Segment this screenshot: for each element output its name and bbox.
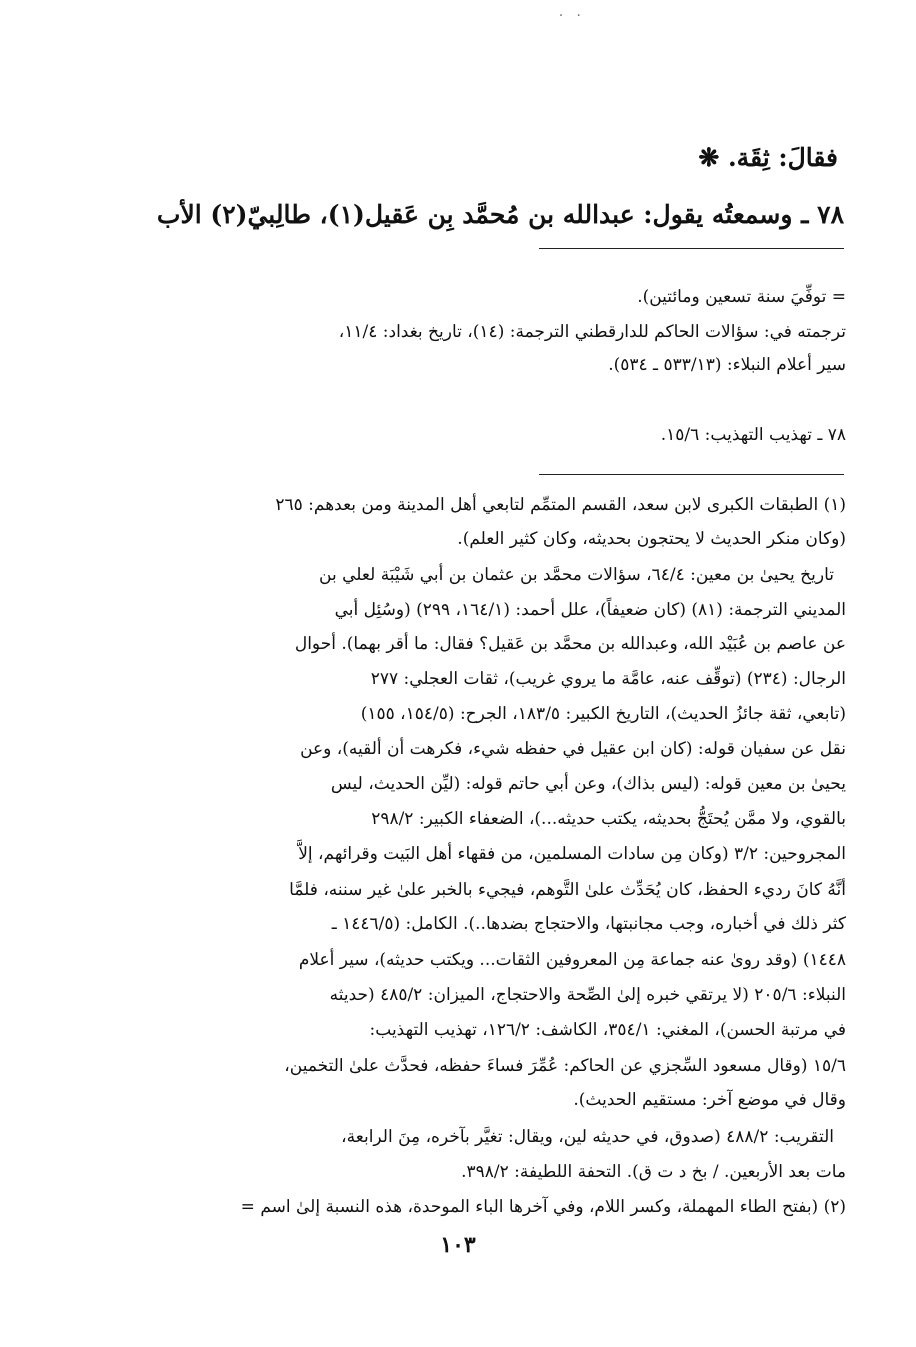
page-number: ١٠٣ [440, 1232, 476, 1258]
footnote-separator [539, 474, 844, 475]
footnote-line: (وكان منكر الحديث لا يحتجون بحديثه، وكان كثير العلم). [457, 529, 846, 549]
upper-note-line: سير أعلام النبلاء: (٥٣٣/١٣ ـ ٥٣٤). [608, 355, 846, 375]
footnote-line: (٢) (بفتح الطاء المهملة، وكسر اللام، وفي آخرها الباء الموحدة، هذه النسبة إلىٰ اسم = [240, 1197, 846, 1217]
footnote-line: التقريب: ٤٨٨/٢ (صدوق، في حديثه لين، ويقال: تغيَّر بآخره، مِنَ الرابعة، [341, 1127, 834, 1147]
upper-note-line: ترجمته في: سؤالات الحاكم للدارقطني الترجمة: (١٤)، تاريخ بغداد: ١١/٤، [338, 322, 846, 342]
main-separator [539, 248, 844, 249]
top-dots: · · [558, 8, 581, 24]
footnote-line: يحيىٰ بن معين قوله: (ليس بذاك)، وعن أبي حاتم قوله: (ليِّن الحديث، ليس [330, 774, 846, 794]
footnote-line: (١) الطبقات الكبرى لابن سعد، القسم المتمِّم لتابعي أهل المدينة ومن بعدهم: ٢٦٥ [275, 495, 846, 515]
footnote-line: نقل عن سفيان قوله: (كان ابن عقيل في حفظه شيء، فكرهت أن ألقيه)، وعن [300, 739, 846, 759]
footnote-line: ١٥/٦ (وقال مسعود السِّجزي عن الحاكم: عُمِّرَ فساءَ حفظه، فحدَّث علىٰ التخمين، [284, 1056, 846, 1076]
footnote-line: ١٤٤٨) (وقد روىٰ عنه جماعة مِن المعروفين الثقات... ويكتب حديثه)، سير أعلام [298, 950, 846, 970]
main-line-2: ٧٨ ـ وسمعتُه يقول: عبدالله بن مُحمَّد بِن عَقيل(١)، طالِبيّ(٢) الأب [156, 200, 844, 229]
footnote-line: المجروحين: ٣/٢ (وكان مِن سادات المسلمين، من فقهاء أهل البَيت وقرائهم، إلاَّ [298, 844, 846, 864]
reference-78: ٧٨ ـ تهذيب التهذيب: ١٥/٦. [660, 425, 846, 445]
footnote-line: أنَّهُ كانَ رديء الحفظ، كان يُحَدِّث علىٰ التَّوهم، فيجيء بالخبر علىٰ غير سننه، فلمَّا [289, 880, 846, 900]
footnote-line: عن عاصم بن عُبَيْد الله، وعبدالله بن محمَّد بن عَقيل؟ فقال: ما أقر بهما). أحوال [294, 634, 846, 654]
footnote-line: (تابعي، ثقة جائزُ الحديث)، التاريخ الكبير: ١٨٣/٥، الجرح: (١٥٤/٥، ١٥٥) [360, 704, 846, 724]
footnote-line: كثر ذلك في أخباره، وجب مجانبتها، والاحتجاج بضدها..). الكامل: (١٤٤٦/٥ ـ [331, 914, 846, 934]
footnote-line: الرجال: (٢٣٤) (توقِّف عنه، عامَّة ما يروي غريب)، ثقات العجلي: ٢٧٧ [370, 669, 846, 689]
footnote-line: تاريخ يحيىٰ بن معين: ٦٤/٤، سؤالات محمَّد بن عثمان بن أبي شَيْبَة لعلي بن [319, 565, 834, 585]
upper-note-line: = توفِّيَ سنة تسعين ومائتين). [637, 287, 846, 307]
footnote-line: بالقوي، ولا ممَّن يُحتَجُّ بحديثه، يكتب حديثه...)، الضعفاء الكبير: ٢٩٨/٢ [371, 809, 846, 829]
footnote-line: النبلاء: ٢٠٥/٦ (لا يرتقي خبره إلىٰ الصِّحة والاحتجاج، الميزان: ٤٨٥/٢ (حديثه [329, 985, 846, 1005]
footnote-line: في مرتبة الحسن)، المغني: ٣٥٤/١، الكاشف: ١٢٦/٢، تهذيب التهذيب: [369, 1020, 846, 1040]
footnote-line: مات بعد الأربعين. / بخ د ت ق). التحفة اللطيفة: ٣٩٨/٢. [461, 1162, 846, 1182]
footnote-line: وقال في موضع آخر: مستقيم الحديث). [573, 1090, 846, 1110]
main-line-1: فقالَ: ثِقَة. ❋ [698, 143, 838, 172]
footnote-line: المديني الترجمة: (٨١) (كان ضعيفاً)، علل أحمد: (١٦٤/١، ٢٩٩) (وسُئِل أبي [334, 600, 846, 620]
